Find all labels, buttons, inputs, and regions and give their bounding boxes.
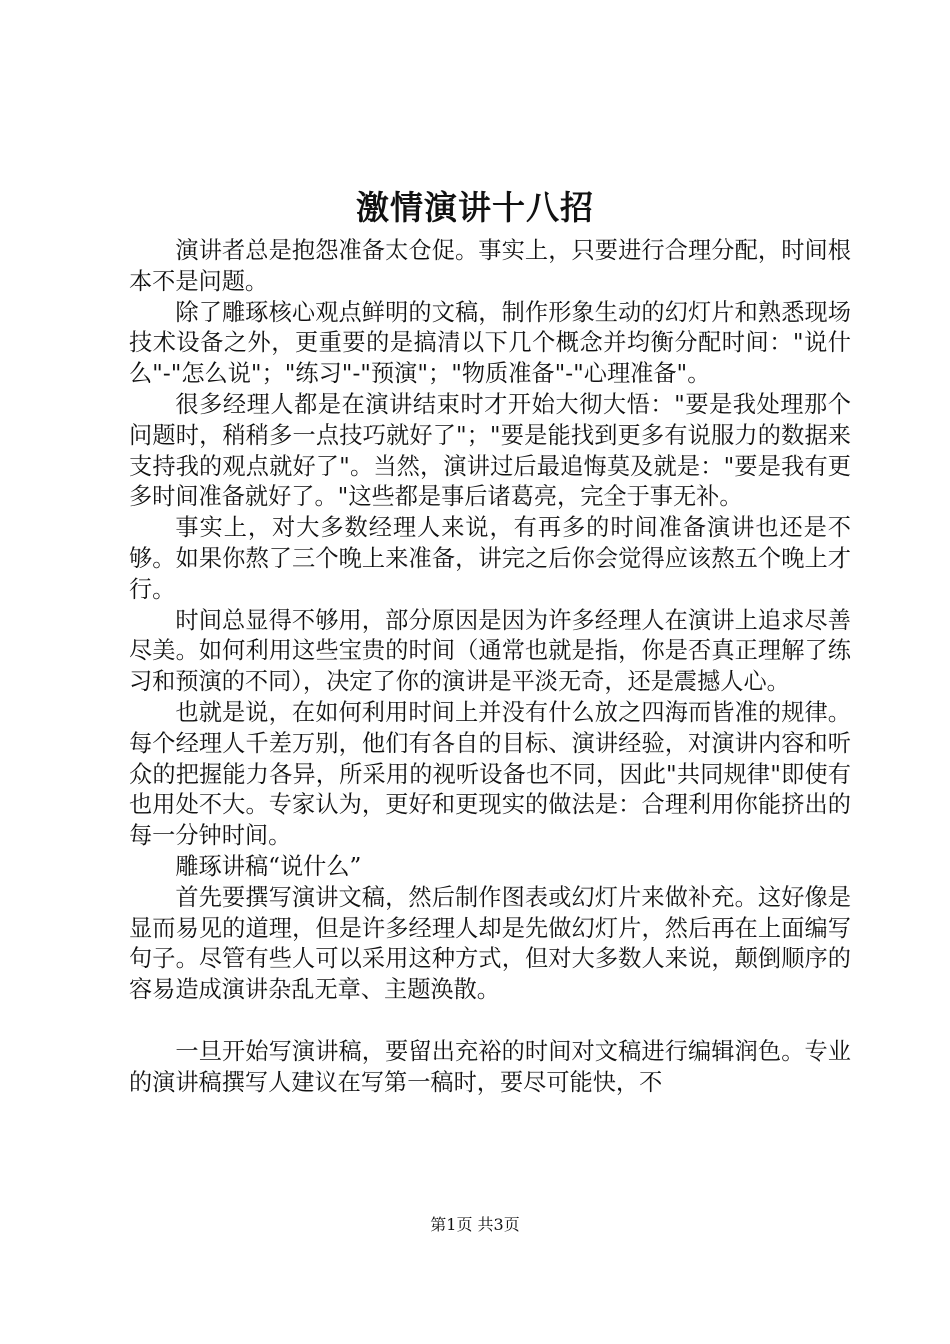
paragraph: 很多经理人都是在演讲结束时才开始大彻大悟："要是我处理那个问题时，稍稍多一点技巧就好了"；"要是能找到更多有说服力的数据来支持我的观点就好了"。当然，演讲过后最追悔莫及就是："要是我有更多时间准备就好了。"这些都是事后诸葛亮，完全于事无补。 bbox=[129, 390, 851, 511]
paragraph: 时间总显得不够用，部分原因是因为许多经理人在演讲上追求尽善尽美。如何利用这些宝贵的时间（通常也就是指，你是否真正理解了练习和预演的不同），决定了你的演讲是平淡无奇，还是震撼人心。 bbox=[129, 606, 851, 696]
document-title: 激情演讲十八招 bbox=[356, 188, 594, 227]
paragraph: 演讲者总是抱怨准备太仓促。事实上，只要进行合理分配，时间根本不是问题。 bbox=[129, 237, 851, 295]
document-body bbox=[129, 236, 851, 1098]
paragraph: 一旦开始写演讲稿，要留出充裕的时间对文稿进行编辑润色。专业的演讲稿撰写人建议在写第一稿时，要尽可能快，不 bbox=[129, 1037, 851, 1096]
paragraph: 除了雕琢核心观点鲜明的文稿，制作形象生动的幻灯片和熟悉现场技术设备之外，更重要的是搞清以下几个概念并均衡分配时间："说什么"-"怎么说"；"练习"-"预演"；"物质准备"-"心理准备"。 bbox=[129, 298, 851, 388]
paragraph: 首先要撰写演讲文稿，然后制作图表或幻灯片来做补充。这好像是显而易见的道理，但是许多经理人却是先做幻灯片，然后再在上面编写句子。尽管有些人可以采用这种方式，但对大多数人来说，颠倒顺序的容易造成演讲杂乱无章、主题涣散。 bbox=[129, 883, 851, 1004]
paragraph: 事实上，对大多数经理人来说，有再多的时间准备演讲也还是不够。如果你熬了三个晚上来准备，讲完之后你会觉得应该熬五个晚上才行。 bbox=[129, 514, 851, 603]
paragraph: 也就是说，在如何利用时间上并没有什么放之四海而皆准的规律。每个经理人千差万别，他们有各自的目标、演讲经验，对演讲内容和听众的把握能力各异，所采用的视听设备也不同，因此"共同规律"即使有也用处不大。专家认为，更好和更现实的做法是：合理利用你能挤出的每一分钟时间。 bbox=[129, 698, 851, 850]
page-footer: 第1页 共3页 bbox=[430, 1215, 520, 1234]
section-heading: 雕琢讲稿“说什么” bbox=[175, 852, 362, 880]
